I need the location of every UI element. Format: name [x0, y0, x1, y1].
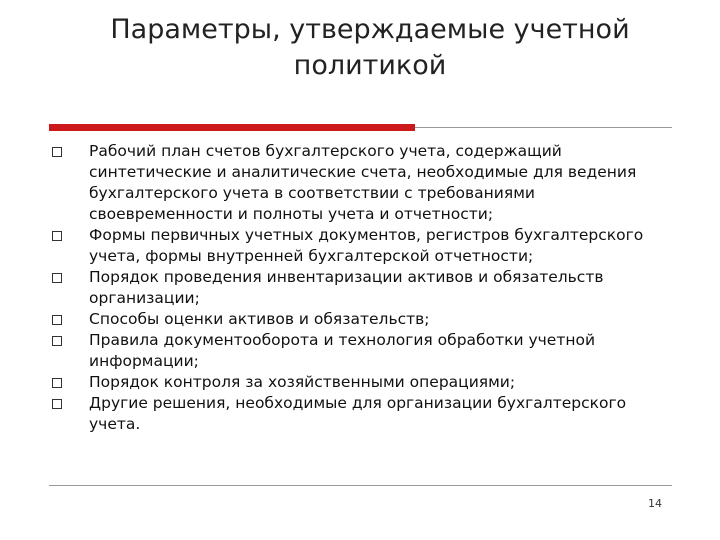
list-item [52, 141, 677, 225]
hollow-square-bullet-icon [52, 399, 62, 409]
list-item-text: Способы оценки активов и обязательств; [89, 310, 430, 328]
list-item [52, 267, 677, 309]
slide-title: Параметры, утверждаемые учетной политикой [110, 14, 630, 81]
list-item [52, 225, 677, 267]
hollow-square-bullet-icon [52, 378, 62, 388]
list-item [52, 309, 677, 330]
list-item-text: Порядок проведения инвентаризации активов и обязательств организации; [89, 268, 604, 307]
list-item-text: Другие решения, необходимые для организации бухгалтерского учета. [89, 394, 627, 433]
title-divider-line [415, 127, 672, 128]
bullet-list [52, 141, 677, 435]
hollow-square-bullet-icon [52, 336, 62, 346]
hollow-square-bullet-icon [52, 147, 62, 157]
title-accent-bar [49, 124, 415, 131]
hollow-square-bullet-icon [52, 315, 62, 325]
list-item [52, 393, 677, 435]
hollow-square-bullet-icon [52, 273, 62, 283]
list-item-text: Порядок контроля за хозяйственными операциями; [89, 373, 516, 391]
page-number: 14 [648, 497, 662, 510]
list-item-text: Правила документооборота и технология обработки учетной информации; [89, 331, 596, 370]
list-item-text: Формы первичных учетных документов, регистров бухгалтерского учета, формы внутренней бухгалтерской отчетности; [89, 226, 644, 265]
list-item-text: Рабочий план счетов бухгалтерского учета, содержащий синтетические и аналитические счета, необходимые для ведения бухгалтерского учета в соответствии с требованиями своевременности и полноты учета и отчетности; [89, 142, 637, 223]
footer-divider-line [49, 485, 672, 486]
hollow-square-bullet-icon [52, 231, 62, 241]
list-item [52, 330, 677, 372]
list-item [52, 372, 677, 393]
